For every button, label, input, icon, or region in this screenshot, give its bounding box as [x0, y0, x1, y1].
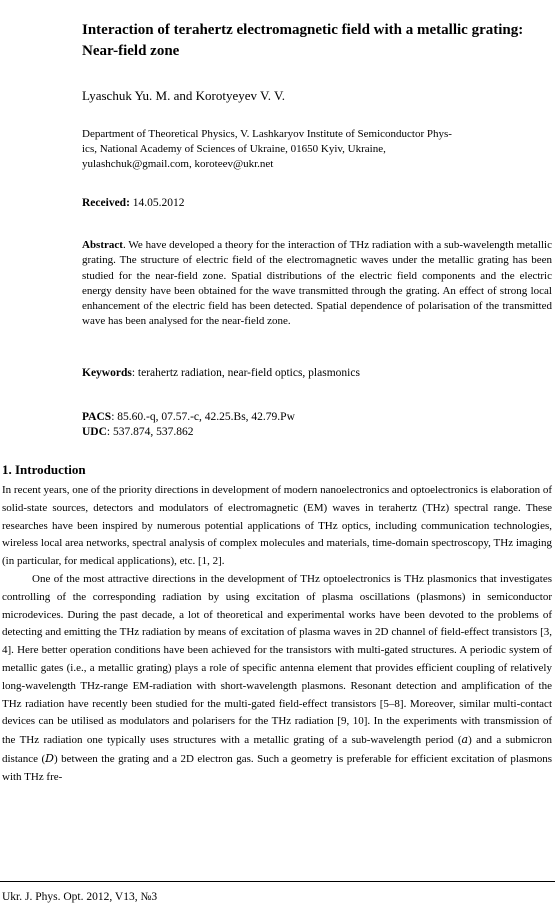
received-label: Received: [82, 197, 130, 209]
affiliation-line: Department of Theoretical Physics, V. Lashkaryov Institute of Semiconductor Phys- [82, 128, 452, 140]
journal-footer: Ukr. J. Phys. Opt. 2012, V13, №3 [2, 891, 158, 903]
affiliation [82, 127, 552, 172]
affiliation-emails: yulashchuk@gmail.com, koroteev@ukr.net [82, 158, 274, 170]
paper-title: Interaction of terahertz electromagnetic field with a metallic grating: Near-field zone [82, 22, 524, 59]
paragraph [2, 571, 552, 787]
udc-text: : 537.874, 537.862 [106, 426, 194, 438]
received-date [82, 197, 185, 209]
abstract-text: . We have developed a theory for the interaction of THz radiation with a sub-wavelength metallic grating. The structure of electric field of the electromagnetic waves under the metallic grating has been studied for the near-field zone. Spatial distributions of the electric field components and the electric energy density have been obtained for the wave transmitted through the grating. An effect of strong local enhancement of the electric field has been detected. Spatial dependence of polarisation of the transmitted wave has been analysed for the near-field zone. [82, 239, 552, 328]
affiliation-line: ics, National Academy of Sciences of Ukraine, 01650 Kyiv, Ukraine, [82, 143, 386, 155]
section-heading: 1. Introduction [2, 462, 86, 477]
classification-codes [82, 410, 295, 440]
keywords-label: Keywords [82, 367, 132, 379]
footer-divider [0, 881, 555, 882]
keywords [82, 367, 360, 379]
abstract [82, 238, 552, 330]
pacs-label: PACS [82, 411, 112, 423]
pacs-line [82, 410, 295, 425]
paragraph-text: ) and a submicron distance ( [2, 734, 552, 765]
section-body [2, 482, 552, 787]
udc-line [82, 425, 295, 440]
paragraph-text: ) between the grating and a 2D electron gas. Such a geometry is preferable for efficient excitation of plasmons with THz fre- [2, 752, 552, 783]
authors: Lyaschuk Yu. M. and Korotyeyev V. V. [82, 88, 285, 103]
math-variable: a [461, 733, 469, 747]
math-variable: D [45, 751, 54, 765]
udc-label: UDC [82, 426, 107, 438]
abstract-label: Abstract [82, 239, 123, 251]
received-value: 14.05.2012 [132, 197, 185, 209]
paragraph: In recent years, one of the priority directions in development of modern nanoelectronics and optoelectronics is elaboration of solid-state sources, detectors and modulators of electromagnetic (EM) waves in terahertz (THz) spectral range. These researches have been inspired by numerous potential applications of THz optics, including communication technologies, wireless local area networks, spectral analysis of complex molecules and materials, time-domain spectroscopy, THz imaging (in particular, for medical applications), etc. [1, 2]. [2, 484, 552, 568]
keywords-text: : terahertz radiation, near-field optics, plasmonics [131, 367, 360, 379]
pacs-text: : 85.60.-q, 07.57.-c, 42.25.Bs, 42.79.Pw [111, 411, 295, 423]
paragraph-text: One of the most attractive directions in the development of THz optoelectronics is THz plasmonics that investigates controlling of the corresponding radiation by using excitation of plasma oscillations (plasmons) in semiconductor microdevices. During the past decade, a lot of theoretical and experimental works have been devoted to the problems of detecting and emitting the THz radiation by means of excitation of plasma waves in 2D channel of field-effect transistors [3, 4]. Here better operation conditions have been achieved for the transistors with multi-gated structures. A periodic system of metallic gates (i.e., a metallic grating) plays a role of specific antenna element that provides efficient coupling of relatively long-wavelength THz-range EM-radiation with short-wavelength plasmons. Resonant detection and amplification of the THz radiation have recently been studied for the multi-gated field-effect transistors [5–8]. Moreover, similar multi-contact devices can be utilised as modulators and polarisers for the THz radiation [9, 10]. In the experiments with transmission of the THz radiation one typically uses structures with a metallic grating of a sub-wavelength period ( [2, 572, 552, 747]
